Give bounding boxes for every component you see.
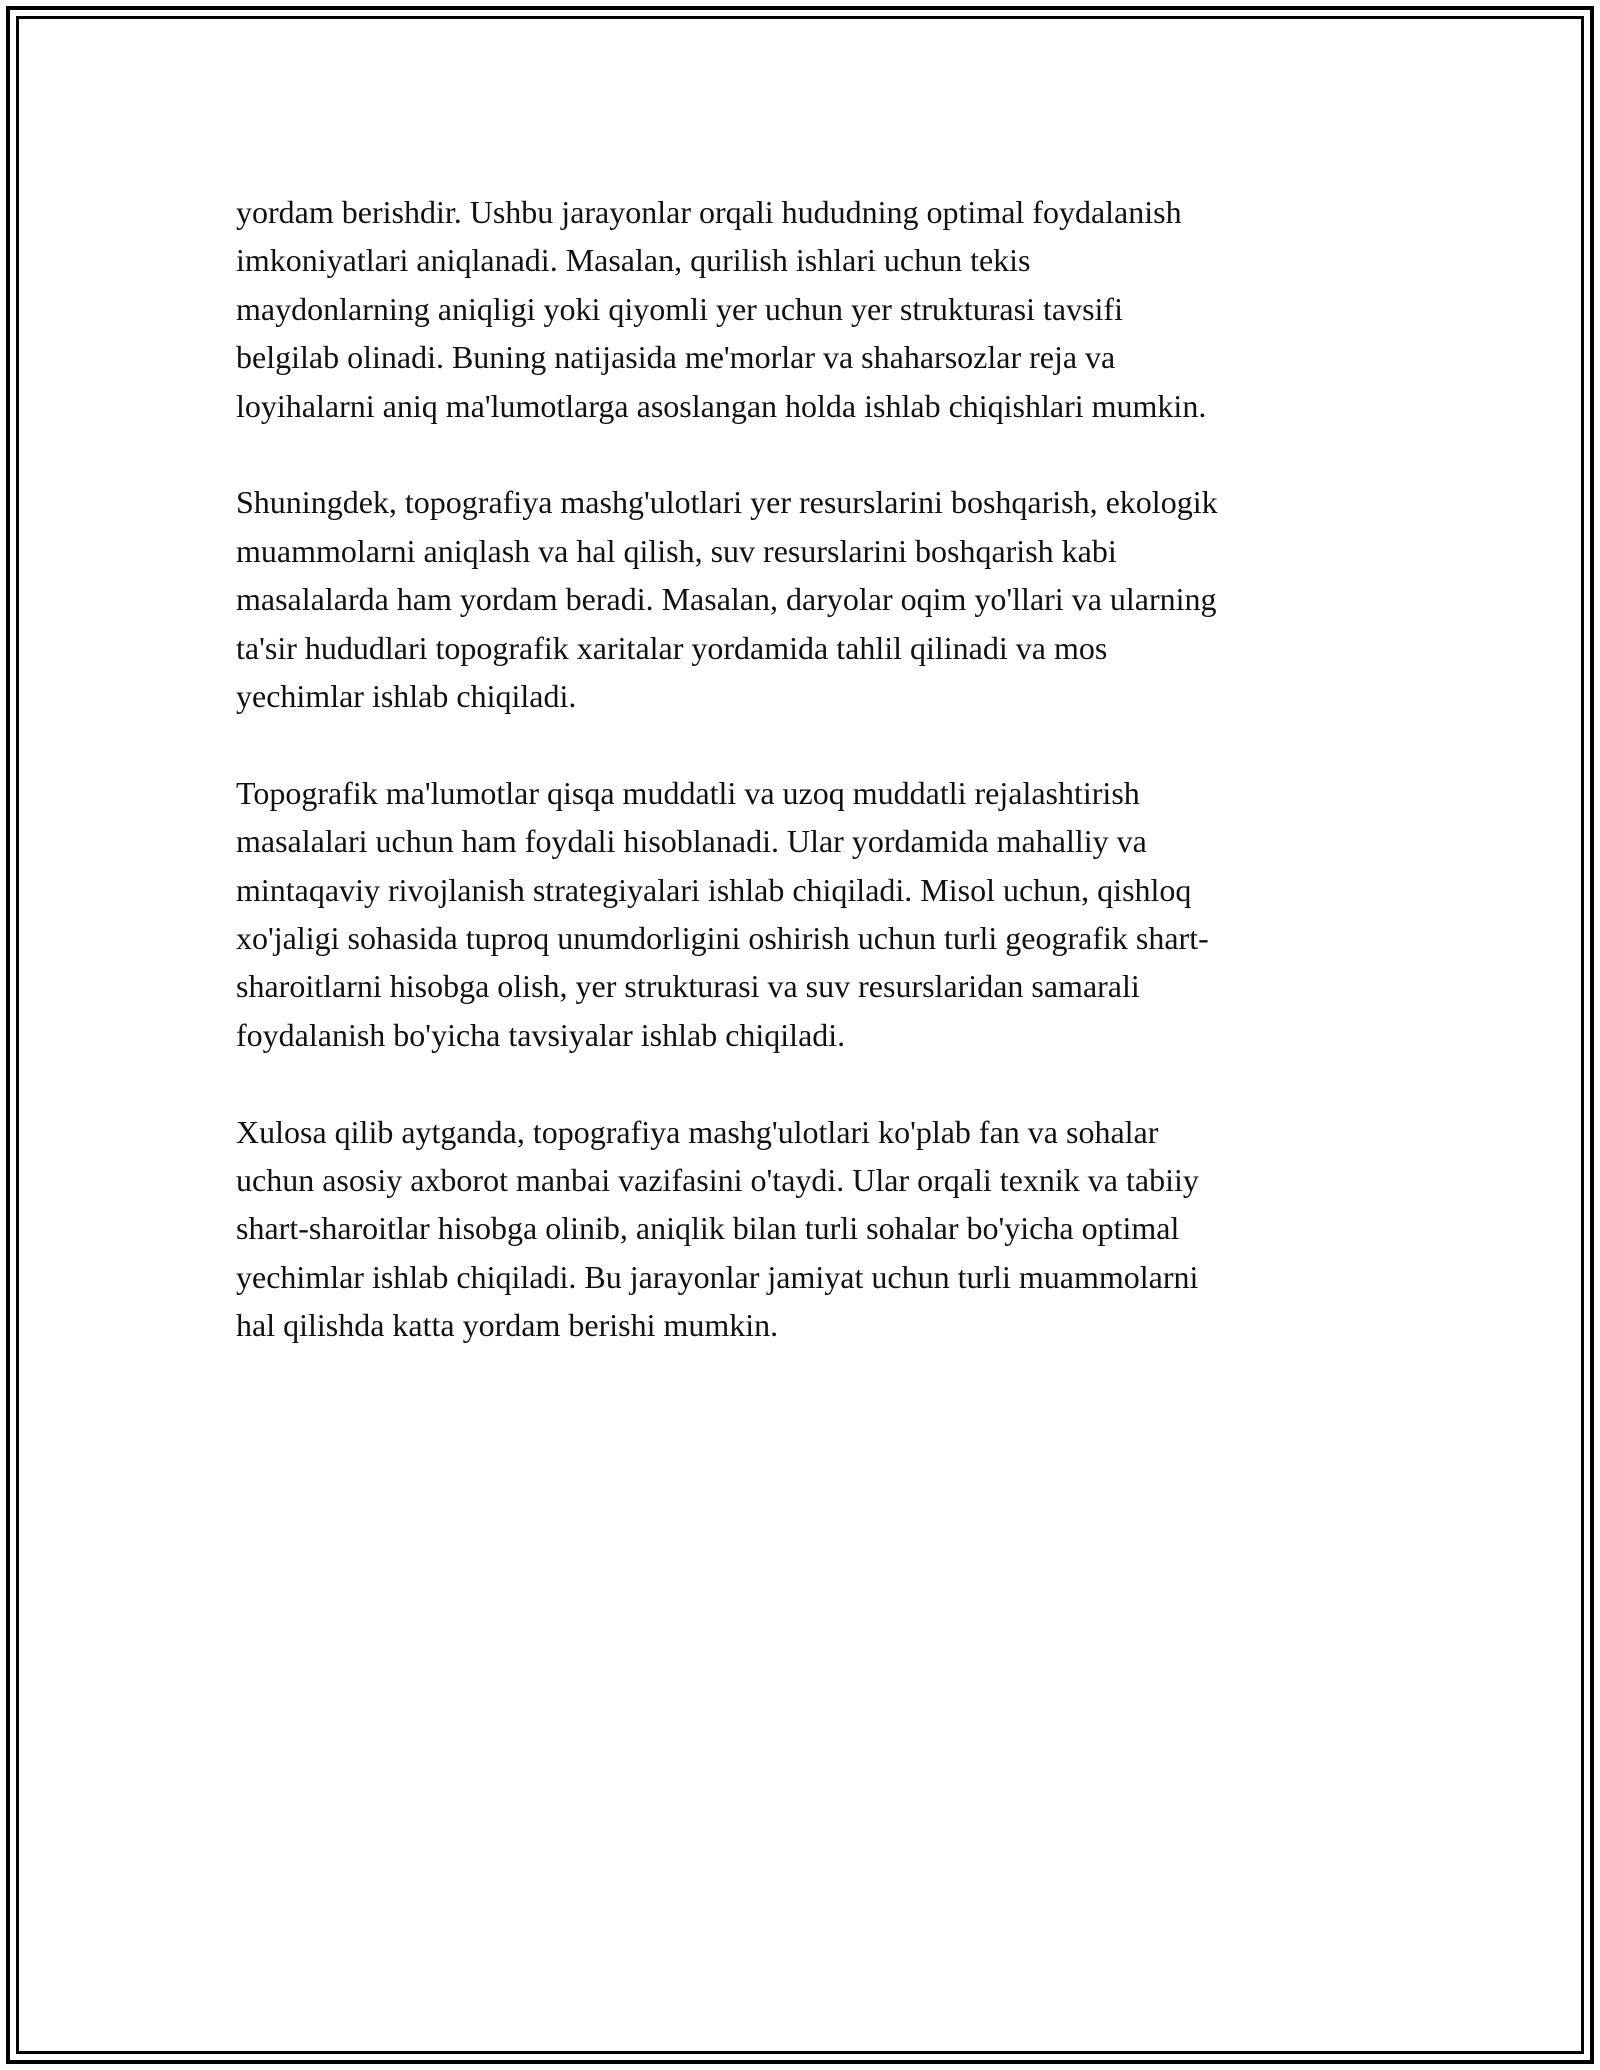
paragraph-1: yordam berishdir. Ushbu jarayonlar orqali hududning optimal foydalanish imkoniyatlari aniqlanadi. Masalan, qurilish ishlari uchun tekis maydonlarning aniqligi yoki qiyomli yer uchun yer strukturasi tavsifi belgilab olinadi. Buning natijasida me'morlar va shaharsozlar reja va loyihalarni aniq ma'lumotlarga asoslangan holda ishlab chiqishlari mumkin. (236, 194, 1207, 424)
paragraph-4: Xulosa qilib aytganda, topografiya mashg'ulotlari ko'plab fan va sohalar uchun asosiy axborot manbai vazifasini o'taydi. Ular orqali texnik va tabiiy shart-sharoitlar hisobga olinib, aniqlik bilan turli sohalar bo'yicha optimal yechimlar ishlab chiqiladi. Bu jarayonlar jamiyat uchun turli muammolarni hal qilishda katta yordam berishi mumkin. (236, 1113, 1199, 1344)
paragraph-2: Shuningdek, topografiya mashg'ulotlari yer resurslarini boshqarish, ekologik muammolarni aniqlash va hal qilish, suv resurslarini boshqarish kabi masalalarda ham yordam beradi. Masalan, daryolar oqim yo'llari va ularning ta'sir hududlari topografik xaritalar yordamida tahlil qilinadi va mos yechimlar ishlab chiqiladi. (236, 484, 1218, 715)
document-body (236, 188, 1366, 1398)
paragraph-3: Topografik ma'lumotlar qisqa muddatli va uzoq muddatli rejalashtirish masalalari uchun ham foydali hisoblanadi. Ular yordamida mahalliy va mintaqaviy rivojlanish strategiyalari ishlab chiqiladi. Misol uchun, qishloq xo'jaligi sohasida tuproq unumdorligini oshirish uchun turli geografik shart- sharoitlarni hisobga olish, yer strukturasi va suv resurslaridan samarali foydalanish bo'yicha tavsiyalar ishlab chiqiladi. (236, 774, 1209, 1053)
